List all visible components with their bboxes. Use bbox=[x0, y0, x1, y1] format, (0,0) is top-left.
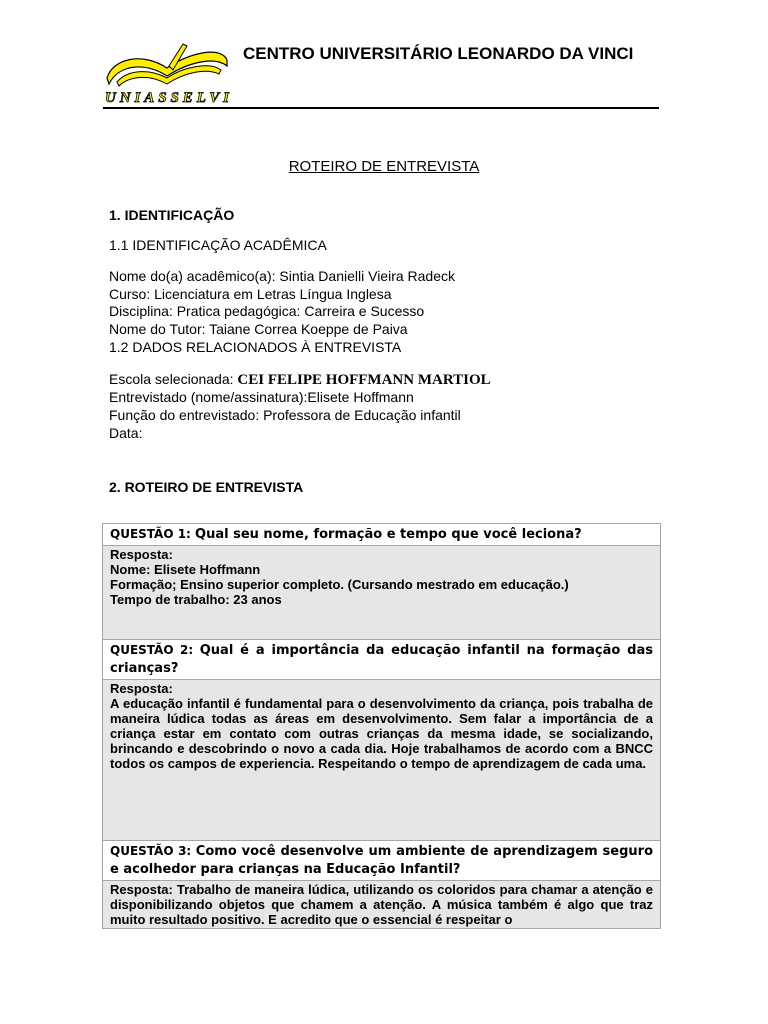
tutor-name: Nome do Tutor: Taiane Correa Koeppe de Paiva bbox=[109, 321, 408, 337]
document-header bbox=[103, 38, 659, 110]
discipline: Disciplina: Pratica pedagógica: Carreira e Sucesso bbox=[109, 303, 425, 319]
institution-name: CENTRO UNIVERSITÁRIO LEONARDO DA VINCI bbox=[243, 44, 634, 63]
interview-data-heading: 1.2 DADOS RELACIONADOS À ENTREVISTA bbox=[109, 339, 402, 355]
question-label: QUESTÃO 3: bbox=[110, 844, 196, 858]
question-label: QUESTÃO 2: bbox=[110, 643, 200, 657]
answer-row bbox=[103, 546, 661, 640]
student-name: Nome do(a) acadêmico(a): Sintia Danielli Vieira Radeck bbox=[109, 268, 456, 284]
question-label: QUESTÃO 1: bbox=[110, 527, 196, 541]
answer-row bbox=[103, 680, 661, 841]
question-row bbox=[103, 640, 661, 680]
interviewee: Entrevistado (nome/assinatura):Elisete Hoffmann bbox=[109, 389, 414, 405]
answer-line: Resposta: bbox=[110, 547, 173, 562]
answer-3 bbox=[103, 881, 661, 929]
question-1 bbox=[103, 524, 661, 546]
question-text: Qual é a importância da educação infantil na formação das crianças? bbox=[110, 643, 653, 676]
question-3 bbox=[103, 841, 661, 881]
section-2-heading: 2. ROTEIRO DE ENTREVISTA bbox=[109, 479, 304, 495]
question-row bbox=[103, 841, 661, 881]
selected-school bbox=[109, 371, 491, 389]
uniasselvi-logo bbox=[103, 38, 231, 106]
answer-line: Formação; Ensino superior completo. (Cursando mestrado em educação.) bbox=[110, 577, 569, 592]
answer-line: Resposta: bbox=[110, 681, 173, 696]
interviewee-role: Função do entrevistado: Professora de Educação infantil bbox=[109, 407, 461, 423]
school-value: CEI FELIPE HOFFMANN MARTIOL bbox=[237, 372, 491, 388]
question-2 bbox=[103, 640, 661, 680]
academic-id-heading: 1.1 IDENTIFICAÇÃO ACADÊMICA bbox=[109, 237, 327, 253]
page-title: ROTEIRO DE ENTREVISTA bbox=[288, 158, 480, 175]
answer-line: Resposta: Trabalho de maneira lúdica, utilizando os coloridos para chamar a atenção e disponibilizando objetos que chamem a atenção. A música também é algo que traz muito resultado positivo. E acredito que o essencial é respeitar o bbox=[110, 882, 653, 927]
question-text: Qual seu nome, formação e tempo que você leciona? bbox=[195, 527, 582, 542]
logo-text: UNIASSELVI bbox=[105, 90, 229, 106]
answer-2 bbox=[103, 680, 661, 841]
question-text: Como você desenvolve um ambiente de aprendizagem seguro e acolhedor para crianças na Educação Infantil? bbox=[110, 844, 653, 877]
school-label: Escola selecionada: bbox=[109, 371, 238, 387]
answer-line: Nome: Elisete Hoffmann bbox=[110, 562, 261, 577]
question-row bbox=[103, 524, 661, 546]
answer-line: Tempo de trabalho: 23 anos bbox=[110, 592, 282, 607]
answer-row bbox=[103, 881, 661, 929]
course: Curso: Licenciatura em Letras Língua Inglesa bbox=[109, 286, 392, 302]
header-divider bbox=[103, 107, 659, 109]
answer-1 bbox=[103, 546, 661, 640]
interview-table bbox=[102, 523, 661, 929]
answer-line: A educação infantil é fundamental para o desenvolvimento da criança, pois trabalha de maneira lúdica todas as áreas em desenvolvimento. Sem falar a importância de a criança estar em contato com outras crianças da mesma idade, se socializando, brincando e descobrindo o novo a cada dia. Hoje trabalhamos de acordo com a BNCC todos os campos de experiencia. Respeitando o tempo de aprendizagem de cada uma. bbox=[110, 696, 653, 771]
interview-date: Data: bbox=[109, 425, 143, 441]
section-1-heading: 1. IDENTIFICAÇÃO bbox=[109, 207, 235, 223]
